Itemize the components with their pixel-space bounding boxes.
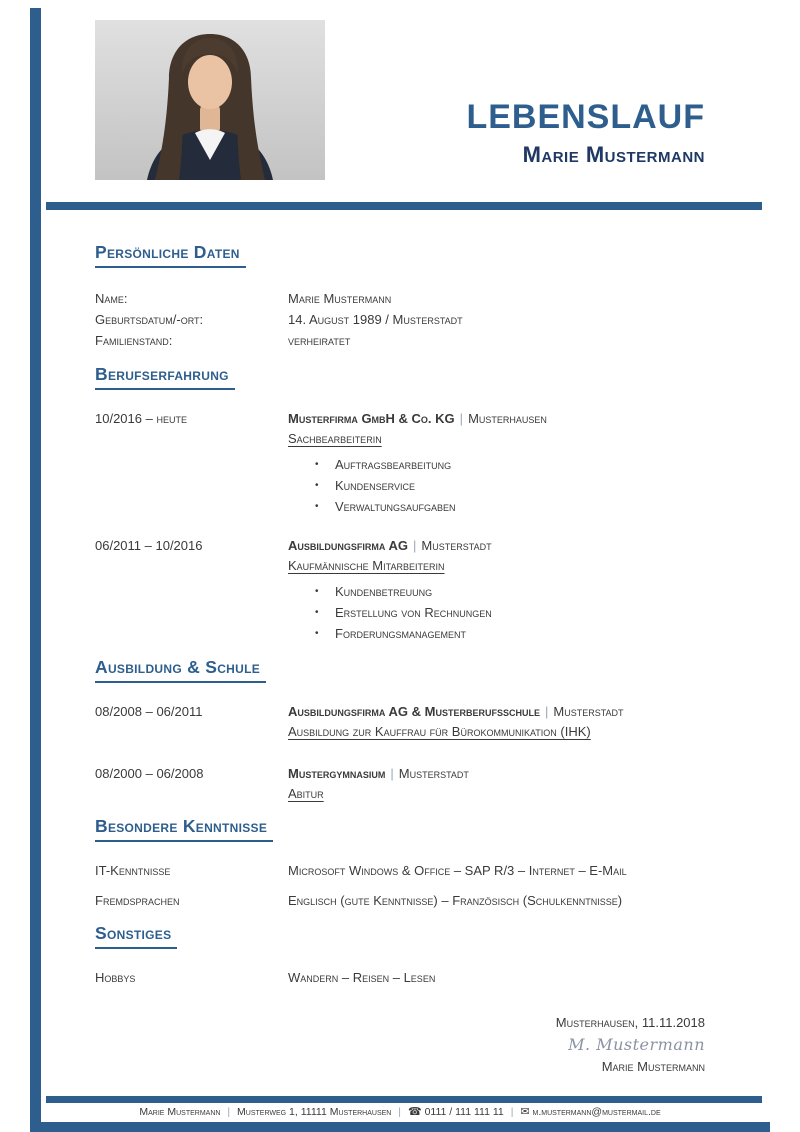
section-heading-skills: Besondere Kenntnisse: [95, 817, 273, 842]
separator-pipe: |: [413, 538, 417, 553]
field-value: Microsoft Windows & Office – SAP R/3 – Internet – E-Mail: [288, 863, 627, 878]
entry-body: [288, 703, 760, 741]
task-text: Verwaltungsaufgaben: [335, 499, 456, 514]
bullet-icon: •: [315, 628, 319, 639]
list-item: [288, 454, 760, 475]
footer-divider: [46, 1096, 762, 1103]
bullet-icon: •: [315, 501, 319, 512]
bullet-icon: •: [315, 480, 319, 491]
signed-name: Marie Mustermann: [601, 1059, 705, 1074]
entry-period: 08/2008 – 06/2011: [95, 704, 203, 719]
bullet-icon: •: [315, 607, 319, 618]
section-education: [95, 658, 760, 803]
school-line: [288, 703, 760, 721]
list-item: [288, 623, 760, 644]
page-title: LEBENSLAUF: [466, 98, 705, 136]
task-list: [288, 454, 760, 517]
company-line: [288, 537, 760, 555]
school-location: Musterstadt: [553, 704, 624, 719]
personal-row: [95, 330, 760, 351]
section-personal: [95, 243, 760, 351]
skills-row: [95, 892, 760, 910]
field-label: Name:: [95, 291, 128, 306]
education-entry: [95, 703, 760, 741]
section-heading-personal: Persönliche Daten: [95, 243, 246, 268]
separator-pipe: |: [398, 1106, 402, 1118]
footer-address: Musterweg 1, 11111 Musterhausen: [237, 1106, 392, 1118]
field-value: Marie Mustermann: [288, 291, 392, 306]
field-value: Wandern – Reisen – Lesen: [288, 970, 436, 985]
task-text: Erstellung von Rechnungen: [335, 605, 492, 620]
footer-contact: [0, 1105, 800, 1118]
school-line: [288, 765, 760, 783]
separator-pipe: |: [459, 411, 464, 426]
mail-icon: ✉: [520, 1106, 530, 1118]
entry-body: [288, 765, 760, 803]
company-line: [288, 410, 760, 428]
task-text: Auftragsbearbeitung: [335, 457, 452, 472]
header-title-block: [466, 100, 705, 166]
header-divider: [46, 202, 762, 210]
company-name: Musterfirma GmbH & Co. KG: [288, 411, 455, 426]
entry-period: 06/2011 – 10/2016: [95, 538, 203, 553]
field-value: Englisch (gute Kenntnisse) – Französisch (Schulkenntnisse): [288, 893, 623, 908]
section-heading-experience: Berufserfahrung: [95, 365, 235, 390]
field-label: Geburtsdatum/-ort:: [95, 312, 204, 327]
misc-row: [95, 969, 760, 987]
field-label: Familienstand:: [95, 333, 173, 348]
section-misc: [95, 924, 760, 987]
header-name: Marie Mustermann: [522, 142, 705, 167]
section-skills: [95, 817, 760, 910]
footer-phone: 0111 / 111 111 11: [424, 1106, 504, 1118]
entry-period: 08/2000 – 06/2008: [95, 766, 204, 781]
place-and-date: Musterhausen, 11.11.2018: [555, 1015, 705, 1030]
list-item: [288, 496, 760, 517]
field-label: Hobbys: [95, 970, 136, 985]
experience-entry: [95, 537, 760, 644]
task-text: Forderungsmanagement: [335, 626, 466, 641]
field-label: IT-Kenntnisse: [95, 863, 171, 878]
section-heading-misc: Sonstiges: [95, 924, 177, 949]
task-text: Kundenservice: [335, 478, 416, 493]
separator-pipe: |: [544, 704, 549, 719]
section-experience: [95, 365, 760, 644]
entry-period: 10/2016 – heute: [95, 411, 187, 426]
phone-icon: ☎: [407, 1106, 422, 1118]
task-text: Kundenbetreuung: [335, 584, 433, 599]
bottom-accent-bar: [30, 1122, 770, 1132]
bullet-icon: •: [315, 459, 319, 470]
company-location: Musterhausen: [468, 411, 547, 426]
school-name: Mustergymnasium: [288, 766, 386, 781]
closing-block: [95, 1013, 760, 1077]
portrait-photo: [95, 20, 325, 180]
list-item: [288, 602, 760, 623]
skills-row: [95, 862, 760, 880]
footer-name: Marie Mustermann: [139, 1106, 221, 1118]
entry-body: [288, 410, 760, 517]
list-item: [288, 475, 760, 496]
degree-title: Abitur: [288, 786, 324, 801]
entry-body: [288, 537, 760, 644]
school-name: Ausbildungsfirma AG & Musterberufsschule: [288, 704, 540, 719]
field-value: verheiratet: [288, 333, 351, 348]
signature: M. Mustermann: [568, 1035, 705, 1054]
experience-entry: [95, 410, 760, 517]
field-value: 14. August 1989 / Musterstadt: [288, 312, 463, 327]
school-location: Musterstadt: [398, 766, 469, 781]
list-item: [288, 581, 760, 602]
footer-email: m.mustermann@mustermail.de: [532, 1106, 661, 1118]
degree-title: Ausbildung zur Kauffrau für Bürokommunikation (IHK): [288, 724, 591, 739]
company-name: Ausbildungsfirma AG: [288, 538, 409, 553]
portrait-illustration: [95, 20, 325, 180]
cv-content: [95, 243, 760, 1077]
separator-pipe: |: [227, 1106, 231, 1118]
task-list: [288, 581, 760, 644]
personal-row: [95, 309, 760, 330]
field-label: Fremdsprachen: [95, 893, 180, 908]
job-title: Kaufmännische Mitarbeiterin: [288, 558, 445, 573]
section-heading-education: Ausbildung & Schule: [95, 658, 266, 683]
personal-row: [95, 288, 760, 309]
separator-pipe: |: [510, 1106, 514, 1118]
separator-pipe: |: [390, 766, 394, 781]
bullet-icon: •: [315, 586, 319, 597]
job-title: Sachbearbeiterin: [288, 431, 382, 446]
company-location: Musterstadt: [421, 538, 492, 553]
left-accent-bar: [30, 8, 41, 1132]
education-entry: [95, 765, 760, 803]
